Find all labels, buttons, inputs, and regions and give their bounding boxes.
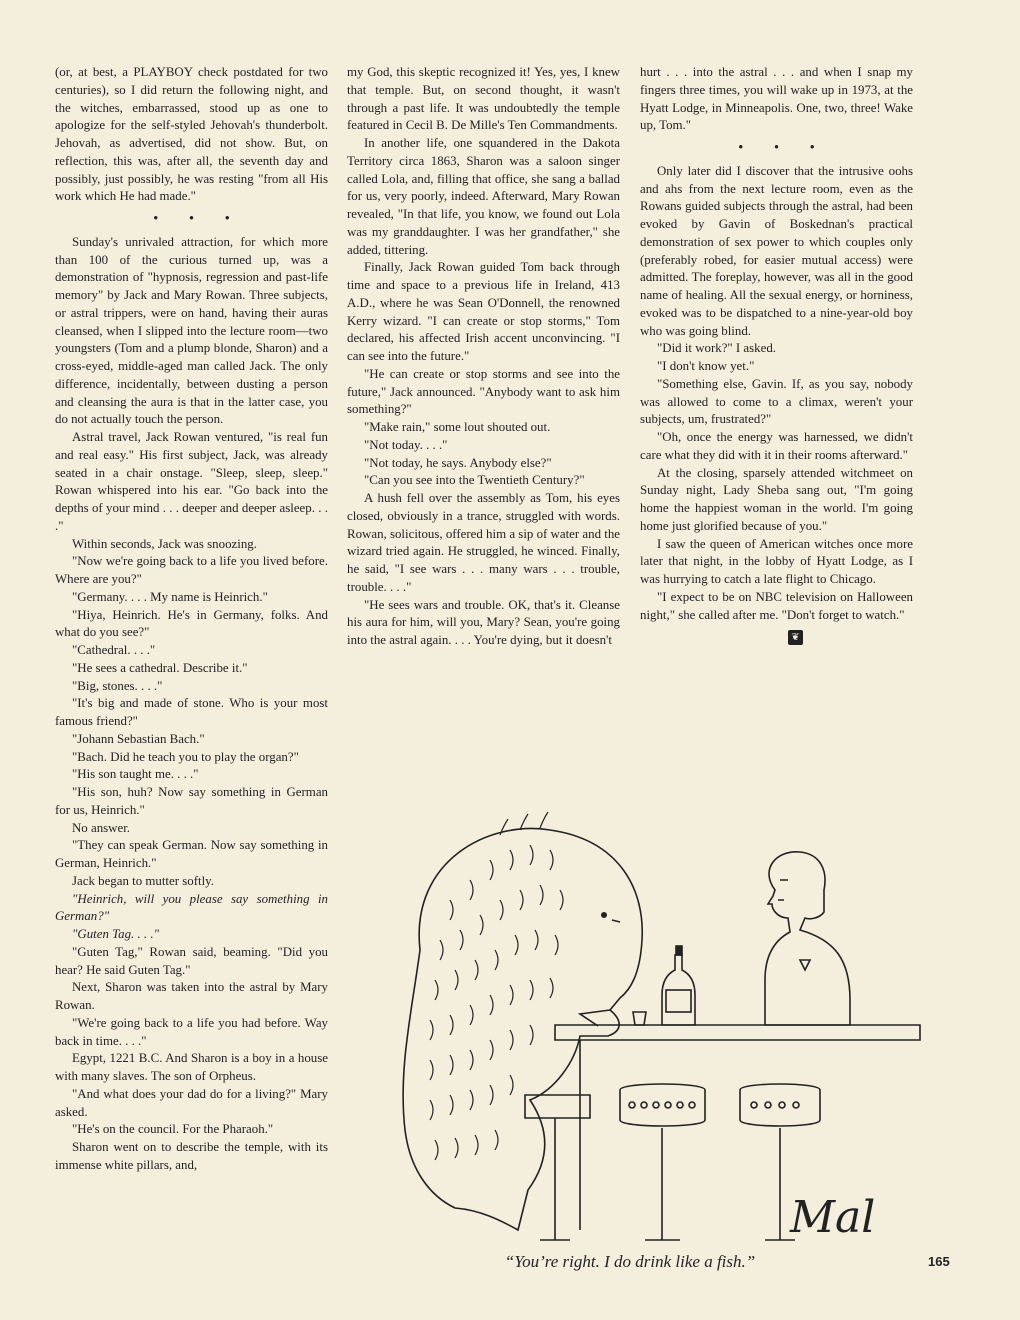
paragraph: I saw the queen of American witches once more later that night, in the lobby of Hyatt Lodge, as I was hurrying to catch a late flight to Chicago. (640, 536, 913, 586)
paragraph: "Can you see into the Twentieth Century?" (364, 473, 585, 488)
paragraph: "Big, stones. . . ." (72, 678, 163, 693)
paragraph: Egypt, 1221 B.C. And Sharon is a boy in a house with many slaves. The son of Orpheus. (55, 1051, 328, 1083)
paragraph: "I expect to be on NBC television on Halloween night," she called after me. "Don't forget to watch." (640, 589, 913, 622)
paragraph: (or, at best, a PLAYBOY check postdated for two centuries), so I did return the following night, and the witches, embarrassed, stood up as one to apologize for the self-styled Jehovah's thunderbolt. Jehovah, as advertised, did not show. But, on reflection, this was, after all, the seventh day and possibly, just possibly, he was resting "from all His work which He had made." (55, 65, 328, 204)
paragraph: "We're going back to a life you had before. Way back in time. . . ." (55, 1015, 328, 1048)
cartoonist-signature: Mal (790, 1192, 876, 1243)
paragraph: Sunday's unrivaled attraction, for which more than 100 of the curious turned up, was a demonstration of "hypnosis, regression and past-life memory" by Jack and Mary Rowan. Three subjects, or astral trippers, were on hand, having their auras cleansed, when I slipped into the lecture room—two youngsters (Tom and a plump blonde, Sharon) and a cross-eyed, middle-aged man called Jack. The only difference, incidentally, between dusting a person and cleansing the aura is that in the latter case, you do not actually touch the person. (55, 234, 328, 427)
paragraph: Only later did I discover that the intrusive oohs and ahs from the next lecture room, even as the Rowans guided subjects through the astral, had been evoked by Gavin of Boskednan's practical demonstration of sex power to which couples only (preferably robed, for easier mutual access) were admitted. The foreplay, however, was all in the good name of healing. All the sexual energy, or horniness, evoked was to be dispatched to a nine-year-old boy who was going blind. (640, 163, 913, 338)
paragraph: "And what does your dad do for a living?" Mary asked. (55, 1086, 328, 1119)
paragraph: No answer. (72, 820, 130, 835)
paragraph: "Heinrich, will you please say something in German?" (55, 891, 328, 924)
paragraph: Within seconds, Jack was snoozing. (72, 536, 257, 551)
paragraph: hurt . . . into the astral . . . and when I snap my fingers three times, you will wake up in 1973, at the Hyatt Lodge, in Minneapolis. One, two, three! Wake up, Tom." (640, 65, 913, 133)
paragraph: "Cathedral. . . ." (72, 643, 156, 657)
paragraph: "Johann Sebastian Bach." (72, 731, 205, 746)
paragraph: At the closing, sparsely attended witchmeet on Sunday night, Lady Sheba sang out, "I'm going home the happiest woman in the world. I'm going home just glorified because of you." (640, 465, 913, 533)
end-mark-icon: ❦ (788, 630, 803, 645)
paragraph: my God, this skeptic recognized it! Yes, yes, I knew that temple. But, on second thought, it wasn't through a past life. It was undoubtedly the temple featured in Cecil B. De Mille's Ten Commandments. (347, 65, 620, 133)
paragraph: In another life, one squandered in the Dakota Territory circa 1863, Sharon was a saloon singer called Lola, and, filling that office, she sang a ballad for us, very poorly, indeed. Afterward, Mary Rowan revealed, "In that life, you know, we found out Lola was my granddaughter. I was her grandfather," she added, tittering. (347, 136, 620, 257)
paragraph: Next, Sharon was taken into the astral by Mary Rowan. (55, 980, 328, 1012)
paragraph: "Guten Tag," Rowan said, beaming. "Did you hear? He said Guten Tag." (55, 944, 328, 977)
bar-counter (555, 1025, 920, 1040)
page-number: 165 (928, 1254, 950, 1269)
man-drawing (765, 852, 850, 1025)
paragraph: "His son taught me. . . ." (72, 767, 199, 782)
article-column-2 (347, 64, 620, 650)
paragraph: "Now we're going back to a life you lived before. Where are you?" (55, 554, 328, 586)
bar-stool (620, 1084, 705, 1240)
paragraph: "His son, huh? Now say something in German for us, Heinrich." (55, 785, 328, 817)
article-column-3 (640, 64, 913, 645)
paragraph: "I don't know yet." (657, 359, 755, 373)
paragraph: Sharon went on to describe the temple, with its immense white pillars, and, (55, 1140, 328, 1172)
paragraph: "It's big and made of stone. Who is your most famous friend?" (55, 696, 328, 728)
paragraph: Astral travel, Jack Rowan ventured, "is real fun and real easy." His first subject, Jack, was already seated in a chair onstage. "Sleep, sleep, sleep." Rowan whispered into his ear. "Go back into the depths of your mind . . . deeper and deeper asleep. . . ." (55, 430, 328, 533)
paragraph: "Hiya, Heinrich. He's in Germany, folks. And what do you see?" (55, 607, 328, 640)
paragraph: "Bach. Did he teach you to play the organ?" (72, 749, 299, 764)
paragraph: Finally, Jack Rowan guided Tom back through time and space to a previous life in Ireland, 413 A.D., where he was Sean O'Donnell, the renowned Kerry wizard. "I can create or stop storms," Tom declared, his affected Irish accent unconvincing. "I can see into the future." (347, 260, 620, 363)
paragraph: "Not today. . . ." (364, 437, 448, 452)
paragraph: A hush fell over the assembly as Tom, his eyes closed, obviously in a trance, struggled with words. Rowan, solicitous, offered him a sip of water and the wizard tried again. He struggled, he winced. Finally, he said, "I see wars . . . many wars . . . trouble, trouble. . . ." (347, 491, 620, 594)
paragraph: "Not today, he says. Anybody else?" (364, 455, 552, 470)
paragraph: "Germany. . . . My name is Heinrich." (72, 589, 268, 604)
article-column-1 (55, 64, 328, 1175)
paragraph: "He's on the council. For the Pharaoh." (72, 1122, 274, 1137)
paragraph: "Something else, Gavin. If, as you say, nobody was allowed to come to a climax, weren't your subjects, um, frustrated?" (640, 376, 913, 427)
paragraph: "Guten Tag. . . ." (72, 927, 159, 941)
paragraph: Jack began to mutter softly. (72, 873, 214, 888)
paragraph: "Did it work?" I asked. (657, 341, 776, 356)
paragraph: "He sees a cathedral. Describe it." (72, 660, 248, 675)
paragraph: "He can create or stop storms and see into the future," Jack announced. "Anybody want to ask him something?" (347, 366, 620, 417)
paragraph: "They can speak German. Now say something in German, Heinrich." (55, 838, 328, 870)
section-separator: • • • (153, 211, 244, 225)
section-separator: • • • (738, 140, 829, 154)
paragraph: "Oh, once the energy was harnessed, we didn't care what they did with it in their rooms afterward." (640, 430, 913, 462)
fish-drawing (403, 829, 642, 1231)
cartoon-caption: “You’re right. I do drink like a fish.” (504, 1252, 756, 1271)
cartoon-illustration (380, 800, 940, 1260)
paragraph: "He sees wars and trouble. OK, that's it. Cleanse his aura for him, will you, Mary? Sean, you're going into the astral again. . . . You're dying, but it doesn't (347, 597, 620, 647)
paragraph: "Make rain," some lout shouted out. (364, 420, 551, 434)
